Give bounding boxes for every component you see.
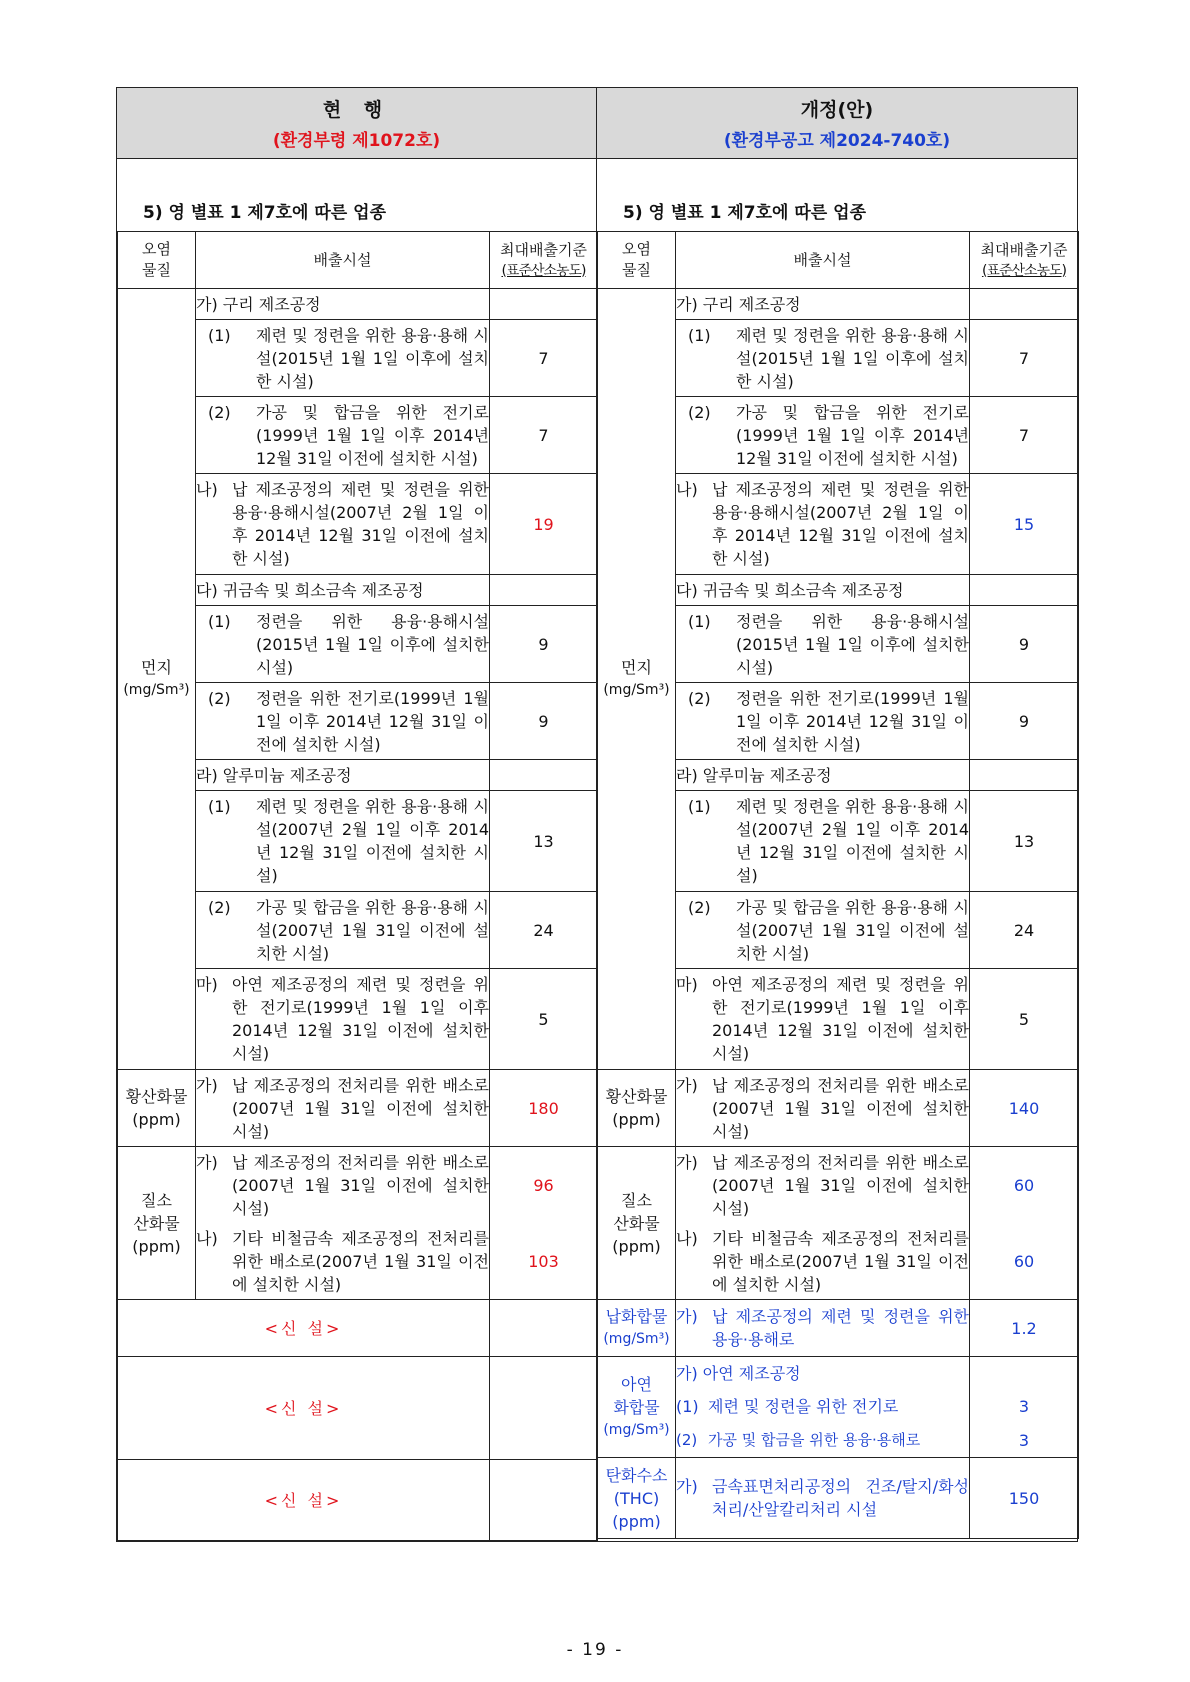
revised-nox-unit: (ppm) — [612, 1236, 661, 1256]
current-value-0 — [490, 289, 598, 320]
revised-zinc-row-0 — [598, 1357, 1079, 1390]
current-sox-item: 가) 납 제조공정의 전처리를 위한 배소로(2007년 1월 31일 이전에 설치한 시설) — [196, 1070, 490, 1147]
current-item-5: (1) 정련을 위한 용융·용해시설 (2015년 1월 1일 이후에 설치한 시설) — [196, 606, 490, 683]
revised-value-9: 24 — [970, 892, 1079, 969]
revised-sox-item: 가) 납 제조공정의 전처리를 위한 배소로(2007년 1월 31일 이전에 설치한 시설) — [676, 1070, 970, 1147]
col-standard — [490, 232, 598, 289]
revised-dust-label: 먼지 — [621, 658, 652, 677]
revised-value-6: 9 — [970, 683, 1079, 760]
current-new-row-2 — [118, 1460, 598, 1541]
col-facility-r: 배출시설 — [676, 232, 970, 289]
current-new-blank-2 — [490, 1460, 598, 1541]
current-sox-row — [118, 1070, 598, 1147]
current-nox-label: 질소 산화물 — [133, 1190, 180, 1233]
current-item-0: 가) 구리 제조공정 — [196, 289, 490, 320]
current-item-9: (2) 가공 및 합금을 위한 용융·용해 시설(2007년 1월 31일 이전에 설치한 시설) — [196, 892, 490, 969]
revised-value-1: 7 — [970, 320, 1079, 397]
revised-sox-unit: (ppm) — [612, 1110, 661, 1129]
current-sox-pollutant — [118, 1070, 196, 1147]
current-nox-pollutant — [118, 1147, 196, 1300]
revised-column — [597, 231, 1078, 1542]
section-title-left: 5) 영 별표 1 제7호에 따른 업종 — [117, 159, 597, 232]
revised-item-4: 다) 귀금속 및 희소금속 제조공정 — [676, 575, 970, 606]
current-dust-pollutant — [118, 289, 196, 1070]
col-pollutant-r: 오염 물질 — [598, 232, 676, 289]
current-value-8: 13 — [490, 791, 598, 892]
current-item-8: (1) 제련 및 정련을 위한 용융·용해 시설(2007년 2월 1일 이후 2014년 12월 31일 이전에 설치한 시설) — [196, 791, 490, 892]
current-value-4 — [490, 575, 598, 606]
current-new-label-2: <신 설> — [118, 1460, 490, 1541]
revised-value-3: 15 — [970, 474, 1079, 575]
current-value-10: 5 — [490, 969, 598, 1070]
revised-thc-unit: (ppm) — [612, 1511, 661, 1531]
revised-item-6: (2) 정련을 위한 전기로(1999년 1월 1일 이후 2014년 12월 31일 이전에 설치한 시설) — [676, 683, 970, 760]
revised-zinc-value-0 — [970, 1357, 1079, 1390]
current-column-headers — [118, 232, 598, 289]
revised-item-3: 나) 납 제조공정의 제련 및 정련을 위한용융·용해시설(2007년 2월 1일 이후 2014년 12월 31일 이전에 설치한 시설) — [676, 474, 970, 575]
header-current-subtitle: (환경부령 제1072호) — [272, 131, 441, 151]
current-new-row-1 — [118, 1357, 598, 1460]
current-new-blank-1 — [490, 1357, 598, 1460]
current-new-blank-0 — [490, 1300, 598, 1357]
revised-zinc-value-1: 3 — [970, 1389, 1079, 1423]
revised-item-7: 라) 알루미늄 제조공정 — [676, 760, 970, 791]
current-sox-value: 180 — [490, 1070, 598, 1147]
col-standard-label-r: 최대배출기준 — [980, 240, 1068, 259]
current-nox-item-0: 가) 납 제조공정의 전처리를 위한 배소로(2007년 1월 31일 이전에 설치한 시설) — [196, 1147, 490, 1224]
revised-value-8: 13 — [970, 791, 1079, 892]
col-standard-sub-r: (표준산소농도) — [981, 262, 1067, 279]
revised-sox-pollutant — [598, 1070, 676, 1147]
col-standard-sub: (표준산소농도) — [501, 262, 586, 279]
revised-value-2: 7 — [970, 397, 1079, 474]
current-sox-label: 황산화물 — [125, 1087, 188, 1106]
current-value-2: 7 — [490, 397, 598, 474]
current-sox-unit: (ppm) — [132, 1110, 181, 1129]
revised-item-1: (1) 제련 및 정련을 위한 용융·용해 시설(2015년 1월 1일 이후에 설치한 시설) — [676, 320, 970, 397]
revised-item-8: (1) 제련 및 정련을 위한 용융·용해 시설(2007년 2월 1일 이후 2014년 12월 31일 이전에 설치한 시설) — [676, 791, 970, 892]
revised-lead-pollutant — [598, 1300, 676, 1357]
current-nox-item-1: 나) 기타 비철금속 제조공정의 전처리를 위한 배소로(2007년 1월 31일 이전에 설치한 시설) — [196, 1223, 490, 1300]
revised-zinc-pollutant — [598, 1357, 676, 1458]
revised-zinc-item-2: (2) 가공 및 합금을 위한 용융·용해로 — [676, 1423, 970, 1458]
header-revised-title: 개정(안) — [800, 99, 874, 121]
revised-zinc-label: 아연 화합물 — [613, 1374, 660, 1417]
revised-item-0: 가) 구리 제조공정 — [676, 289, 970, 320]
revised-zinc-value-2: 3 — [970, 1423, 1079, 1458]
col-standard-r — [970, 232, 1079, 289]
revised-nox-pollutant — [598, 1147, 676, 1300]
revised-zinc-unit: (mg/Sm³) — [603, 1421, 670, 1438]
section-title-right: 5) 영 별표 1 제7호에 따른 업종 — [597, 159, 1078, 232]
comparison-sheet — [116, 87, 1077, 1542]
current-value-1: 7 — [490, 320, 598, 397]
revised-nox-item-0: 가) 납 제조공정의 전처리를 위한 배소로(2007년 1월 31일 이전에 설치한 시설) — [676, 1147, 970, 1224]
current-value-7 — [490, 760, 598, 791]
current-item-6: (2) 정련을 위한 전기로(1999년 1월 1일 이후 2014년 12월 31일 이전에 설치한 시설) — [196, 683, 490, 760]
current-nox-row-0 — [118, 1147, 598, 1224]
revised-sox-label: 황산화물 — [605, 1087, 668, 1106]
revised-lead-item: 가) 납 제조공정의 제련 및 정련을 위한 용융·용해로 — [676, 1300, 970, 1357]
header-revised — [597, 88, 1078, 159]
revised-lead-label: 납화합물 — [605, 1307, 668, 1326]
col-standard-label: 최대배출기준 — [500, 240, 587, 259]
revised-dust-row-0 — [598, 289, 1079, 320]
revised-thc-pollutant — [598, 1458, 676, 1539]
current-dust-label: 먼지 — [141, 658, 172, 677]
revised-dust-pollutant — [598, 289, 676, 1070]
current-nox-unit: (ppm) — [132, 1236, 181, 1256]
revised-zinc-item-0: 가) 아연 제조공정 — [676, 1357, 970, 1390]
revised-inner-table — [597, 231, 1079, 1539]
header-revised-subtitle: (환경부공고 제2024-740호) — [723, 131, 951, 151]
current-new-row-0 — [118, 1300, 598, 1357]
page-number: - 19 - — [566, 1640, 624, 1660]
revised-item-9: (2) 가공 및 합금을 위한 용융·용해 시설(2007년 1월 31일 이전에 설치한 시설) — [676, 892, 970, 969]
revised-dust-unit: (mg/Sm³) — [603, 682, 670, 698]
revised-column-headers — [598, 232, 1079, 289]
revised-value-7 — [970, 760, 1079, 791]
col-pollutant: 오염 물질 — [118, 232, 196, 289]
current-item-1: (1) 제련 및 정련을 위한 용융·용해 시설(2015년 1월 1일 이후에 설치한 시설) — [196, 320, 490, 397]
current-item-3: 나) 납 제조공정의 제련 및 정련을 위한용융·용해시설(2007년 2월 1일 이후 2014년 12월 31일 이전에 설치한 시설) — [196, 474, 490, 575]
revised-sox-row — [598, 1070, 1079, 1147]
current-inner-table — [117, 231, 598, 1541]
current-value-9: 24 — [490, 892, 598, 969]
current-value-6: 9 — [490, 683, 598, 760]
revised-nox-value-0: 60 — [970, 1147, 1079, 1224]
current-item-4: 다) 귀금속 및 희소금속 제조공정 — [196, 575, 490, 606]
current-column — [117, 231, 597, 1542]
revised-nox-row-0 — [598, 1147, 1079, 1224]
revised-value-0 — [970, 289, 1079, 320]
revised-value-5: 9 — [970, 606, 1079, 683]
revised-sox-value: 140 — [970, 1070, 1079, 1147]
revised-value-4 — [970, 575, 1079, 606]
revised-lead-value: 1.2 — [970, 1300, 1079, 1357]
header-current — [117, 88, 597, 159]
revised-thc-value: 150 — [970, 1458, 1079, 1539]
revised-thc-row — [598, 1458, 1079, 1539]
current-item-2: (2) 가공 및 합금을 위한 전기로 (1999년 1월 1일 이후 2014년 12월 31일 이전에 설치한 시설) — [196, 397, 490, 474]
revised-zinc-item-1: (1) 제련 및 정련을 위한 전기로 — [676, 1389, 970, 1423]
current-dust-unit: (mg/Sm³) — [123, 682, 190, 698]
current-value-3: 19 — [490, 474, 598, 575]
revised-lead-unit: (mg/Sm³) — [603, 1331, 670, 1347]
current-dust-row-0 — [118, 289, 598, 320]
revised-thc-label: 탄화수소 (THC) — [605, 1465, 668, 1508]
revised-nox-value-1: 60 — [970, 1223, 1079, 1300]
revised-lead-row — [598, 1300, 1079, 1357]
current-nox-value-0: 96 — [490, 1147, 598, 1224]
revised-item-2: (2) 가공 및 합금을 위한 전기로 (1999년 1월 1일 이후 2014년 12월 31일 이전에 설치한 시설) — [676, 397, 970, 474]
current-item-7: 라) 알루미늄 제조공정 — [196, 760, 490, 791]
current-new-label-1: <신 설> — [118, 1357, 490, 1460]
current-new-label-0: <신 설> — [118, 1300, 490, 1357]
revised-nox-item-1: 나) 기타 비철금속 제조공정의 전처리를 위한 배소로(2007년 1월 31일 이전에 설치한 시설) — [676, 1223, 970, 1300]
comparison-table — [116, 87, 1078, 1542]
current-value-5: 9 — [490, 606, 598, 683]
col-facility: 배출시설 — [196, 232, 490, 289]
revised-value-10: 5 — [970, 969, 1079, 1070]
revised-item-10: 마) 아연 제조공정의 제련 및 정련을 위한 전기로(1999년 1월 1일 이후 2014년 12월 31일 이전에 설치한 시설) — [676, 969, 970, 1070]
header-current-title: 현 행 — [322, 99, 391, 121]
revised-nox-label: 질소 산화물 — [613, 1190, 660, 1233]
revised-thc-item: 가) 금속표면처리공정의 건조/탈지/화성처리/산알칼리처리 시설 — [676, 1458, 970, 1539]
current-nox-value-1: 103 — [490, 1223, 598, 1300]
current-item-10: 마) 아연 제조공정의 제련 및 정련을 위한 전기로(1999년 1월 1일 이후 2014년 12월 31일 이전에 설치한 시설) — [196, 969, 490, 1070]
revised-item-5: (1) 정련을 위한 용융·용해시설 (2015년 1월 1일 이후에 설치한 시설) — [676, 606, 970, 683]
